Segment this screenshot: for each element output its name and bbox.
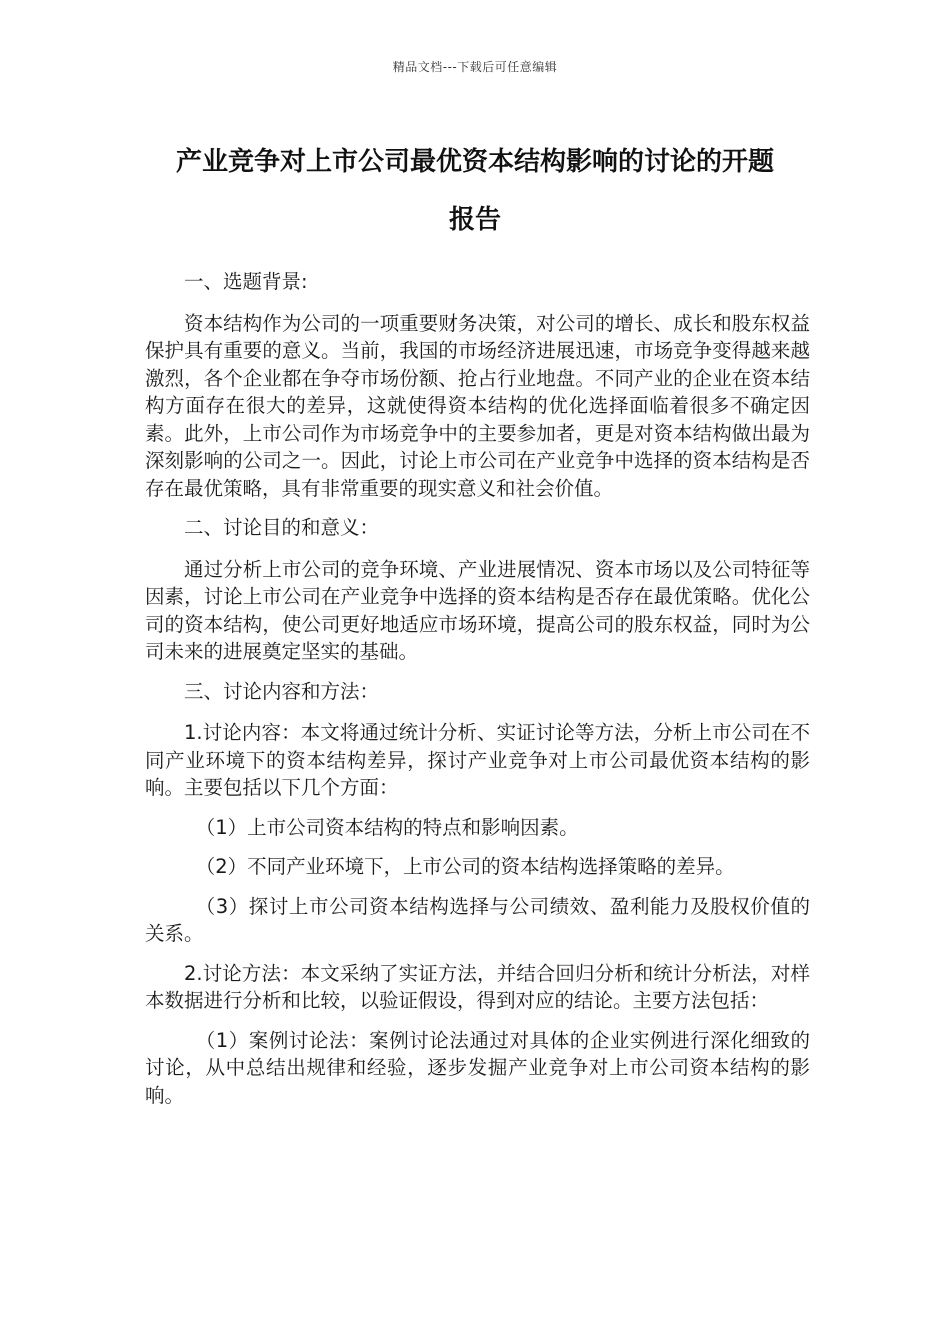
- section-2-paragraph: 通过分析上市公司的竞争环境、产业进展情况、资本市场以及公司特征等因素，讨论上市公司在产业竞争中选择的资本结构是否存在最优策略。优化公司的资本结构，使公司更好地适应市场环境，提高公司的股东权益，同时为公司未来的进展奠定坚实的基础。: [145, 557, 810, 663]
- section-1-heading: 一、选题背景:: [184, 270, 308, 293]
- list-item: （1）上市公司资本结构的特点和影响因素。: [195, 815, 579, 839]
- section-3-content-paragraph: 1.讨论内容：本文将通过统计分析、实证讨论等方法，分析上市公司在不同产业环境下的资本结构差异，探讨产业竞争对上市公司最优资本结构的影响。主要包括以下几个方面：: [145, 721, 810, 799]
- document-title: [120, 133, 830, 249]
- title-line-1: 产业竞争对上市公司最优资本结构影响的讨论的开题: [175, 147, 774, 177]
- list-item: （2）不同产业环境下，上市公司的资本结构选择策略的差异。: [195, 855, 735, 878]
- page-header: 精品文档---下载后可任意编辑: [392, 60, 558, 74]
- section-2-heading: 二、讨论目的和意义：: [184, 516, 380, 539]
- list-item: （1）案例讨论法：案例讨论法通过对具体的企业实例进行深化细致的讨论，从中总结出规律和经验，逐步发掘产业竞争对上市公司资本结构的影响。: [145, 1028, 810, 1107]
- title-line-2: 报告: [448, 205, 501, 235]
- document-body: [145, 268, 810, 1121]
- section-3-method-paragraph: 2.讨论方法：本文采纳了实证方法，并结合回归分析和统计分析法，对样本数据进行分析和比较，以验证假设，得到对应的结论。主要方法包括：: [145, 961, 810, 1012]
- list-item: （3）探讨上市公司资本结构选择与公司绩效、盈利能力及股权价值的关系。: [145, 894, 810, 945]
- section-1-paragraph: 资本结构作为公司的一项重要财务决策，对公司的增长、成长和股东权益保护具有重要的意义。当前，我国的市场经济进展迅速，市场竞争变得越来越激烈，各个企业都在争夺市场份额、抢占行业地盘。不同产业的企业在资本结构方面存在很大的差异，这就使得资本结构的优化选择面临着很多不确定因素。此外，上市公司作为市场竞争中的主要参加者，更是对资本结构做出最为深刻影响的公司之一。因此，讨论上市公司在产业竞争中选择的资本结构是否存在最优策略，具有非常重要的现实意义和社会价值。: [145, 311, 810, 500]
- section-3-heading: 三、讨论内容和方法：: [184, 679, 380, 703]
